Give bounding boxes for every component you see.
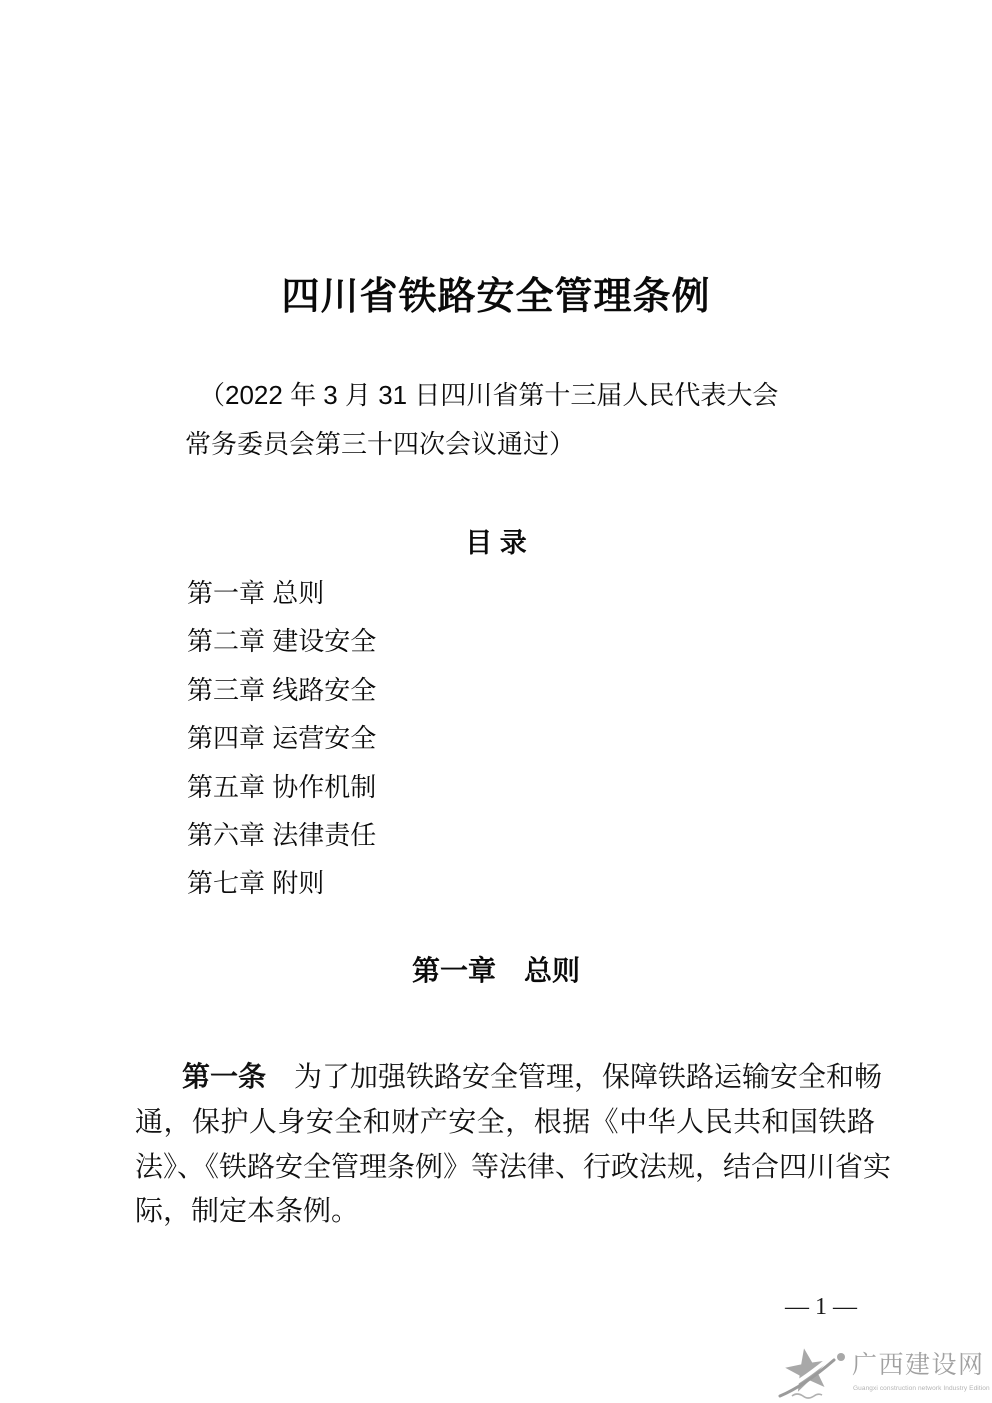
toc-item: 第三章 线路安全: [187, 674, 377, 705]
page-title: 四川省铁路安全管理条例: [281, 276, 711, 318]
star-logo-icon: [778, 1344, 848, 1402]
article-line: 法》、《铁路安全管理条例》等法律、行政法规，结合四川省实: [135, 1151, 892, 1183]
article-number-label: 第一条: [182, 1062, 267, 1093]
article-line: [135, 1056, 883, 1101]
toc-item: 第五章 协作机制: [187, 771, 377, 802]
watermark-subtitle: Guangxi construction network Industry Edition: [853, 1385, 990, 1392]
article-line: 际，制定本条例。: [135, 1196, 360, 1228]
article-line: 通，保护人身安全和财产安全，根据《中华人民共和国铁路: [135, 1106, 875, 1138]
article-paragraph: [135, 1056, 892, 1235]
meeting-note-line: 常务委员会第三十四次会议通过）: [185, 428, 576, 459]
toc-item: 第二章 建设安全: [187, 626, 377, 657]
meeting-note-line: （2022 年 3 月 31 日四川省第十三届人民代表大会: [199, 380, 779, 410]
watermark: [778, 1342, 992, 1400]
toc-list: [187, 569, 376, 908]
toc-item: 第一章 总则: [187, 578, 325, 608]
page-number: — 1 —: [785, 1294, 857, 1320]
article-line-text: 为了加强铁路安全管理，保障铁路运输安全和畅: [266, 1062, 883, 1093]
watermark-name: 广西建设网: [852, 1351, 985, 1379]
toc-heading: 目 录: [465, 528, 527, 558]
toc-item: 第六章 法律责任: [187, 820, 377, 851]
chapter-heading: 第一章 总则: [411, 955, 580, 986]
toc-item: 第四章 运营安全: [187, 723, 377, 754]
meeting-note: [185, 371, 778, 468]
toc-item: 第七章 附则: [187, 868, 325, 899]
